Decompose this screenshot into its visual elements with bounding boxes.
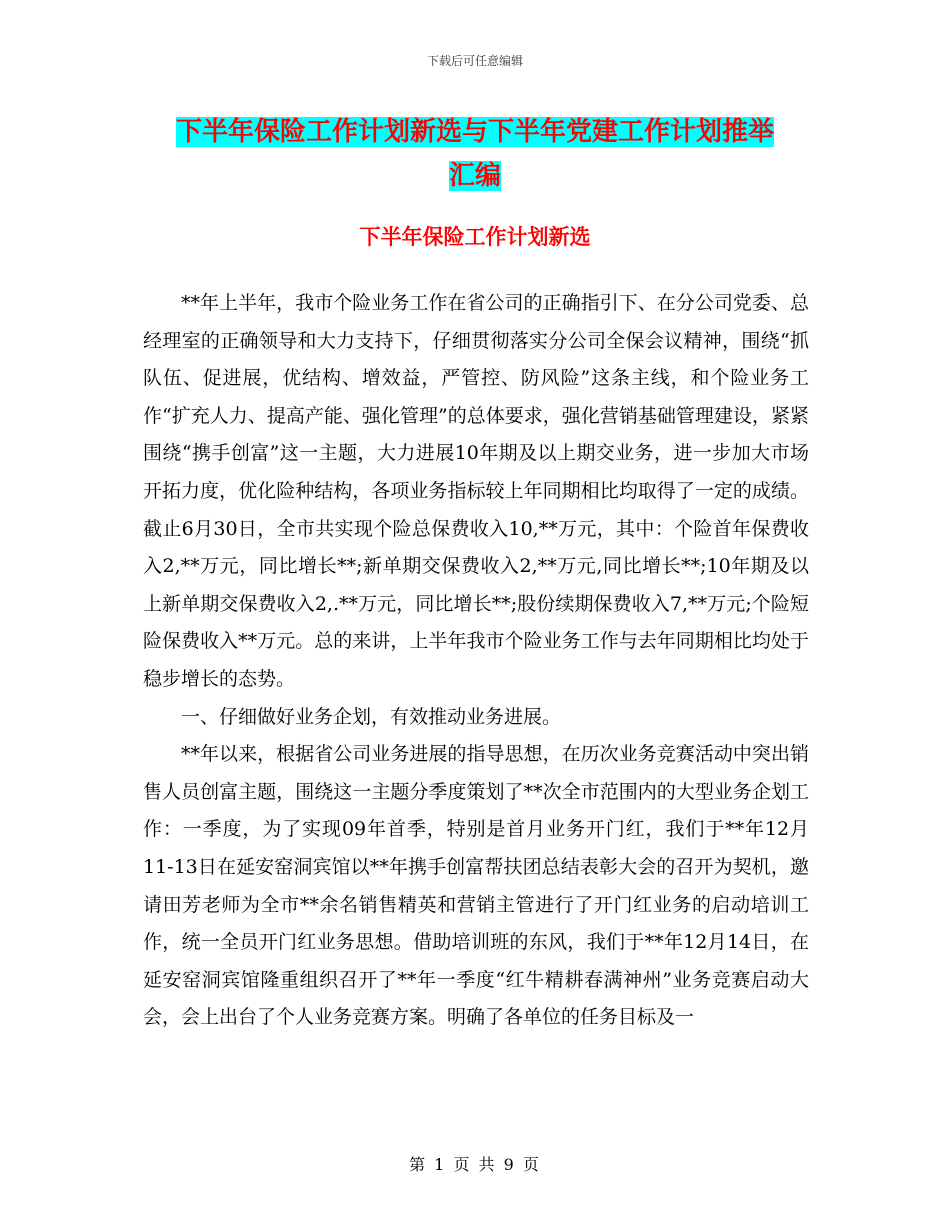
page-header: 下载后可任意编辑: [426, 54, 523, 68]
section-title: 下半年保险工作计划新选: [359, 225, 591, 249]
page-footer: 第 1 页 共 9 页: [409, 1155, 541, 1174]
paragraph: 一、仔细做好业务企划，有效推动业务进展。: [181, 705, 562, 728]
document-title: [150, 110, 800, 198]
document-title-line-2: 汇编: [448, 161, 501, 191]
paragraph: **年以来，根据省公司业务进展的指导思想，在历次业务竞赛活动中突出销售人员创富主题，围绕这一主题分季度策划了**次全市范围内的大型业务企划工作：一季度，为了实现09年首季，特别是首月业务开门红，我们于**年12月11-13日在延安窑洞宾馆以**年携手创富帮扶团总结表彰大会的召开为契机，邀请田芳老师为全市**余名销售精英和营销主管进行了开门红业务的启动培训工作，统一全员开门红业务思想。借助培训班的东风，我们于**年12月14日，在延安窑洞宾馆隆重组织召开了**年一季度“红牛精耕春满神州”业务竞赛启动大会，会上出台了个人业务竞赛方案。明确了各单位的任务目标及一: [143, 743, 809, 1029]
document-title-line-1: 下半年保险工作计划新选与下半年党建工作计划推举: [175, 117, 774, 147]
paragraph: **年上半年，我市个险业务工作在省公司的正确指引下、在分公司党委、总经理室的正确领导和大力支持下，仔细贯彻落实分公司全保会议精神，围绕“抓队伍、促进展，优结构、增效益，严管控、防风险”这条主线，和个险业务工作“扩充人力、提高产能、强化管理”的总体要求，强化营销基础管理建设，紧紧围绕“携手创富”这一主题，大力进展10年期及以上期交业务，进一步加大市场开拓力度，优化险种结构，各项业务指标较上年同期相比均取得了一定的成绩。截止6月30日，全市共实现个险总保费收入10,**万元，其中：个险首年保费收入2,**万元，同比增长**;新单期交保费收入2,**万元,同比增长**;10年期及以上新单期交保费收入2,.**万元，同比增长**;股份续期保费收入7,**万元;个险短险保费收入**万元。总的来讲，上半年我市个险业务工作与去年同期相比均处于稳步增长的态势。: [143, 292, 809, 690]
document-body: [143, 285, 809, 1037]
